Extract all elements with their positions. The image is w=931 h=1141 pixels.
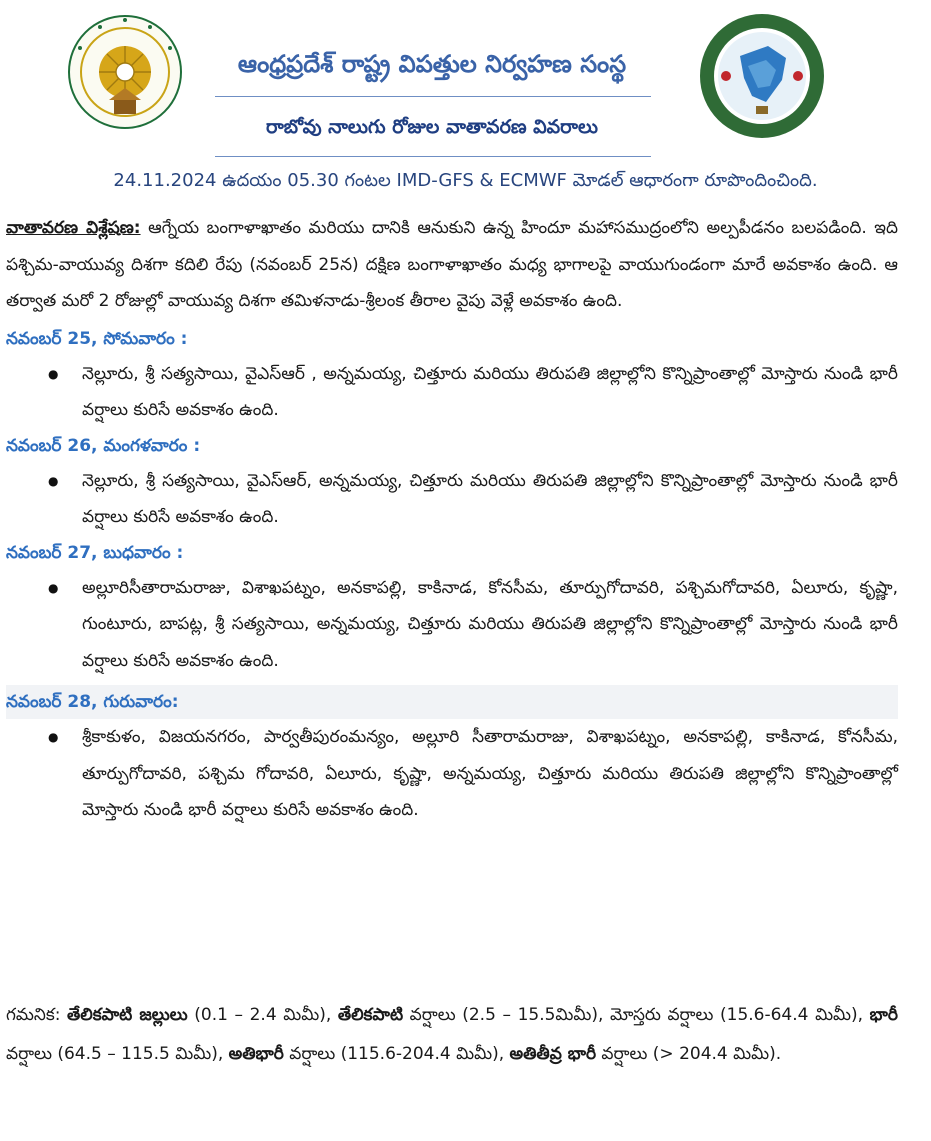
note-plain: వర్షాలు bbox=[403, 1005, 456, 1025]
report-subtitle: రాబోవు నాలుగు రోజుల వాతావరణ వివరాలు bbox=[265, 116, 599, 138]
day-heading-nov-28: నవంబర్ 28, గురువారం: bbox=[6, 685, 898, 719]
weather-analysis-paragraph bbox=[6, 210, 898, 320]
forecast-body bbox=[6, 210, 898, 829]
day-list-nov-28 bbox=[6, 719, 898, 829]
note-range: (64.5 – 115.5 మిమీ), bbox=[51, 1043, 229, 1064]
note-term: భారీ bbox=[869, 1005, 898, 1025]
day-list-nov-27 bbox=[6, 570, 898, 680]
day-heading-nov-25: నవంబర్ 25, సోమవారం : bbox=[6, 328, 188, 349]
title-divider bbox=[215, 96, 651, 97]
list-item: ● అల్లూరిసీతారామరాజు, విశాఖపట్నం, అనకాపల్లి, కాకినాడ, కోనసీమ, తూర్పుగోదావరి, పశ్చిమగోదావరి, ఏలూరు, కృష్ణా, గుంటూరు, బాపట్ల, శ్రీ సత్యసాయి, అన్నమయ్య, చిత్తూరు మరియు తిరుపతి జిల్లాల్లోని కొన్నిప్రాంతాల్లో మోస్తారు నుండి భారీ వర్షాలు కురిసే అవకాశం ఉంది. bbox=[82, 570, 898, 680]
subtitle-divider bbox=[215, 156, 651, 157]
note-term: అతితీవ్ర భారీ bbox=[509, 1043, 597, 1064]
day-list-nov-25 bbox=[6, 356, 898, 429]
andhra-pradesh-government-emblem-icon bbox=[64, 12, 186, 140]
note-term: అతిభారీ bbox=[228, 1043, 284, 1064]
organization-title: ఆంధ్రప్రదేశ్ రాష్ట్ర విపత్తుల నిర్వహణ సంస్థ bbox=[237, 50, 627, 78]
note-term: తేలికపాటి జల్లులు bbox=[67, 1005, 188, 1025]
note-range: (115.6-204.4 మిమీ), bbox=[335, 1043, 510, 1064]
apsdma-logo-icon bbox=[696, 10, 828, 142]
note-range: (0.1 – 2.4 మిమీ), bbox=[187, 1005, 338, 1025]
analysis-text: ఆగ్నేయ బంగాళాఖాతం మరియు దానికి ఆనుకుని ఉన్న హిందూ మహాసముద్రంలోని అల్పపీడనం బలపడింది. ఇది పశ్చిమ-వాయువ్య దిశగా కదిలి రేపు (నవంబర్ 25న) దక్షిణ బంగాళాఖాతం మధ్య భాగాలపై వాయుగుండంగా మారే అవకాశం ఉంది. ఆ తర్వాత మరో 2 రోజుల్లో వాయువ్య దిశగా తమిళనాడు-శ్రీలంక తీరాల వైపు వెళ్లే అవకాశం ఉంది. bbox=[6, 218, 898, 311]
note-plain: మోస్తరు వర్షాలు bbox=[610, 1005, 714, 1025]
note-plain: వర్షాలు bbox=[6, 1043, 52, 1064]
note-range: (2.5 – 15.5మిమీ), bbox=[455, 1005, 611, 1025]
document-header bbox=[0, 0, 931, 200]
note-term: తేలికపాటి bbox=[337, 1005, 404, 1025]
rainfall-note bbox=[6, 996, 898, 1073]
day-heading-nov-27: నవంబర్ 27, బుధవారం : bbox=[6, 542, 184, 563]
note-plain: వర్షాలు bbox=[596, 1043, 648, 1064]
list-item: ● నెల్లూరు, శ్రీ సత్యసాయి, వైఎస్ఆర్ , అన్నమయ్య, చిత్తూరు మరియు తిరుపతి జిల్లాల్లోని కొన్నిప్రాంతాల్లో మోస్తారు నుండి భారీ వర్షాలు కురిసే అవకాశం ఉంది. bbox=[82, 356, 898, 429]
model-date-line: 24.11.2024 ఉదయం 05.30 గంటల IMD-GFS & ECMWF మోడల్ ఆధారంగా రూపొందించింది. bbox=[113, 170, 818, 191]
list-item: ● శ్రీకాకుళం, విజయనగరం, పార్వతీపురంమన్యం, అల్లూరి సీతారామరాజు, విశాఖపట్నం, అనకాపల్లి, కాకినాడ, కోనసీమ, తూర్పుగోదావరి, పశ్చిమ గోదావరి, ఏలూరు, కృష్ణా, అన్నమయ్య, చిత్తూరు మరియు తిరుపతి జిల్లాల్లోని కొన్నిప్రాంతాల్లో మోస్తారు నుండి భారీ వర్షాలు కురిసే అవకాశం ఉంది. bbox=[82, 719, 898, 829]
note-range: (15.6-64.4 మిమీ), bbox=[713, 1005, 870, 1025]
note-label: గమనిక: bbox=[6, 1005, 68, 1025]
list-item: ● నెల్లూరు, శ్రీ సత్యసాయి, వైఎస్ఆర్, అన్నమయ్య, చిత్తూరు మరియు తిరుపతి జిల్లాల్లోని కొన్నిప్రాంతాల్లో మోస్తారు నుండి భారీ వర్షాలు కురిసే అవకాశం ఉంది. bbox=[82, 463, 898, 536]
note-plain: వర్షాలు bbox=[283, 1043, 336, 1064]
analysis-lead: వాతావరణ విశ్లేషణ: bbox=[6, 218, 141, 238]
note-range: (> 204.4 మిమీ). bbox=[647, 1043, 782, 1064]
day-list-nov-26 bbox=[6, 463, 898, 536]
day-heading-nov-26: నవంబర్ 26, మంగళవారం : bbox=[6, 435, 201, 456]
